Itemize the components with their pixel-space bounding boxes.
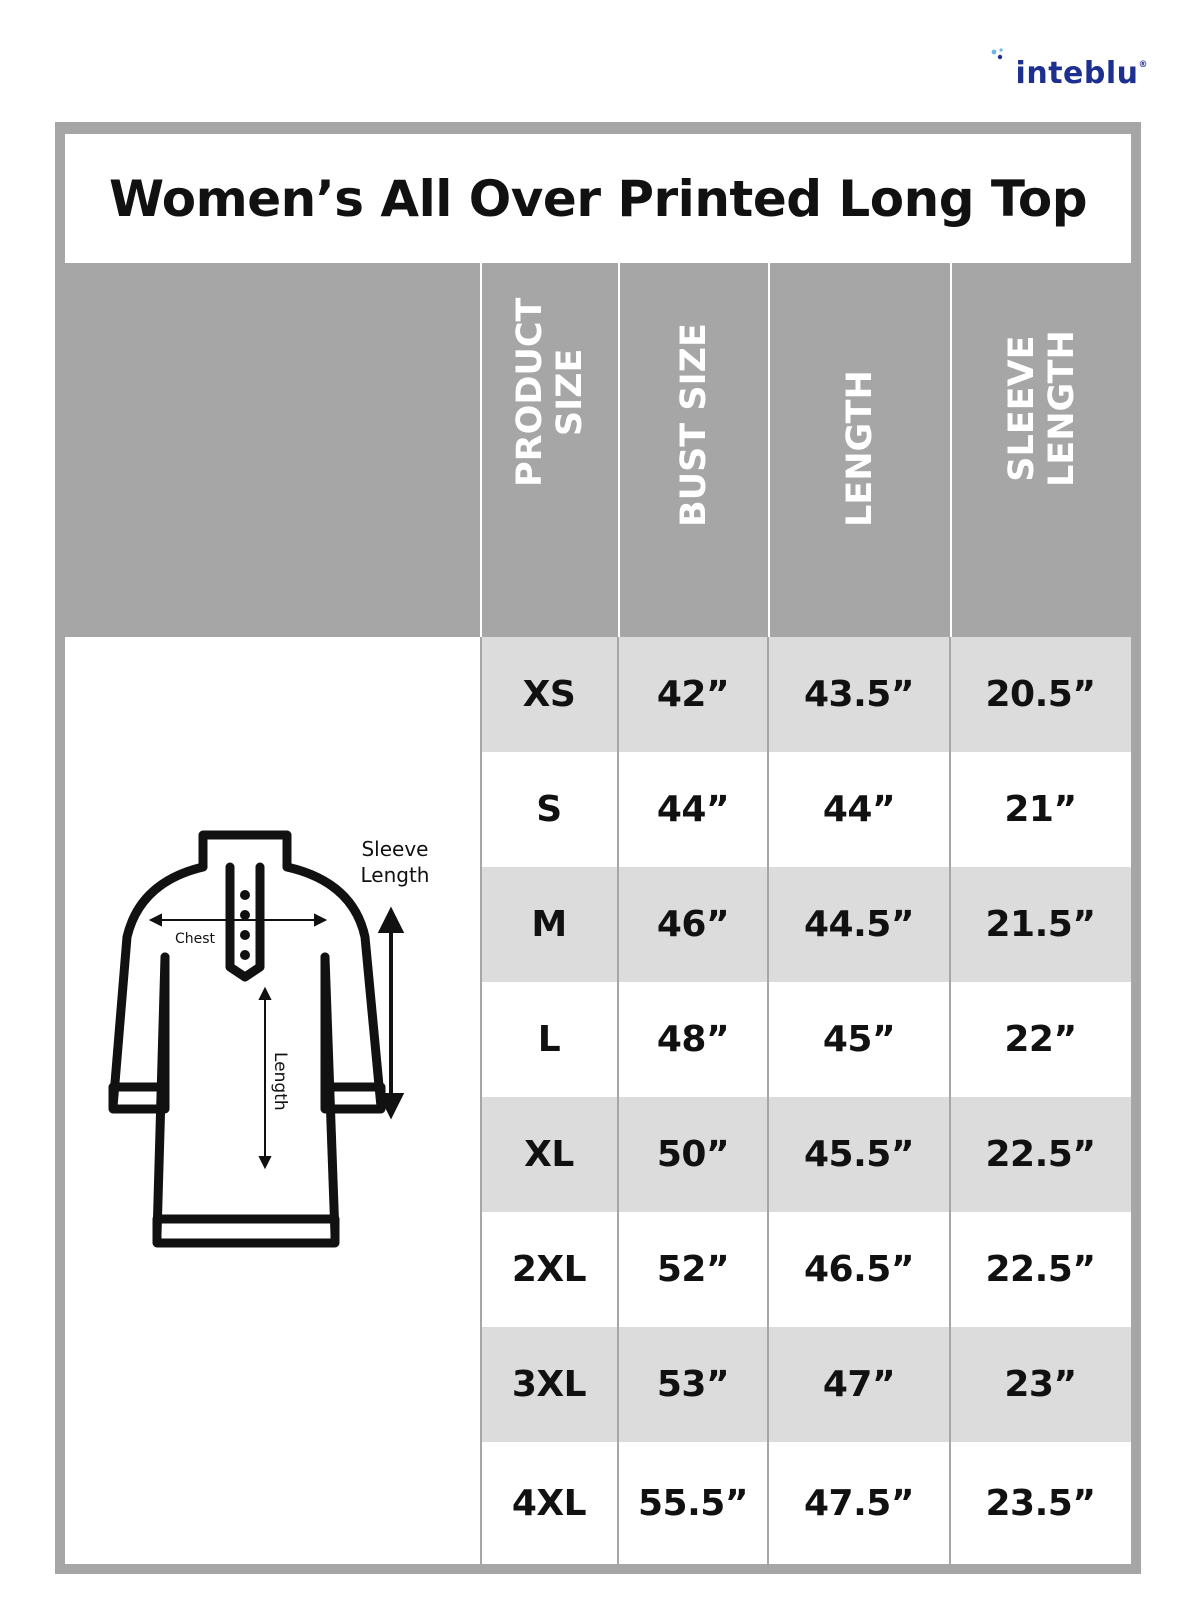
bust-cell: 42” (656, 674, 730, 715)
header-bust-size (618, 263, 768, 637)
length-cell: 43.5” (804, 674, 914, 715)
table-row (480, 1097, 1131, 1212)
sleeve-label-line1: Sleeve (361, 837, 429, 861)
size-cell: 2XL (511, 1249, 587, 1290)
bust-cell: 46” (656, 904, 730, 945)
size-chart-frame (55, 122, 1141, 1574)
length-cell: 47” (822, 1364, 896, 1405)
sleeve-cell: 23” (1004, 1364, 1077, 1405)
size-cell: XS (522, 674, 576, 715)
bust-cell: 53” (656, 1364, 730, 1405)
bust-cell: 44” (656, 789, 730, 830)
table-row (480, 637, 1131, 752)
column-divider (949, 637, 951, 1564)
column-divider (480, 637, 482, 1564)
size-table (480, 637, 1131, 1564)
chart-title: Women’s All Over Printed Long Top (108, 169, 1088, 228)
size-cell: XL (524, 1134, 574, 1175)
length-cell: 46.5” (804, 1249, 914, 1290)
sleeve-cell: 21.5” (985, 904, 1096, 945)
sleeve-cell: 22” (1004, 1019, 1077, 1060)
chest-label: Chest (175, 931, 216, 947)
bust-cell: 48” (656, 1019, 730, 1060)
sleeve-cell: 21” (1004, 789, 1077, 830)
length-cell: 45.5” (804, 1134, 914, 1175)
column-divider (767, 637, 769, 1564)
header-row (65, 263, 1131, 637)
bust-cell: 50” (656, 1134, 730, 1175)
header-length (768, 263, 950, 637)
sleeve-cell: 23.5” (985, 1482, 1096, 1524)
header-sleeve-length (950, 263, 1131, 637)
size-cell: L (537, 1019, 561, 1060)
size-cell: 4XL (511, 1482, 587, 1524)
size-cell: M (531, 904, 567, 945)
garment-diagram (65, 637, 480, 1564)
table-row (480, 982, 1131, 1097)
bust-cell: 52” (656, 1249, 730, 1290)
sleeve-cell: 22.5” (985, 1134, 1096, 1175)
table-row (480, 1327, 1131, 1442)
table-row (480, 867, 1131, 982)
length-cell: 47.5” (804, 1482, 914, 1524)
size-cell: 3XL (511, 1364, 587, 1405)
header-product-size (480, 263, 618, 637)
brand-logo (988, 46, 1148, 98)
header-sleeve-length-label: SLEEVE LENGTH (1001, 329, 1082, 487)
table-row (480, 1442, 1131, 1564)
header-length-label: LENGTH (839, 369, 880, 527)
length-cell: 45” (822, 1019, 896, 1060)
column-divider (617, 637, 619, 1564)
sleeve-cell: 22.5” (985, 1249, 1096, 1290)
table-row (480, 752, 1131, 867)
length-label: Length (270, 1052, 290, 1111)
length-cell: 44” (822, 789, 896, 830)
bust-cell: 55.5” (638, 1482, 748, 1524)
size-cell: S (536, 789, 562, 830)
brand-wordmark: inteblu® (1015, 56, 1148, 91)
table-row (480, 1212, 1131, 1327)
kurta-garment-icon (65, 637, 480, 1564)
length-cell: 44.5” (804, 904, 914, 945)
sleeve-cell: 20.5” (985, 674, 1096, 715)
header-product-size-label: PRODUCT SIZE (509, 297, 590, 487)
header-bust-size-label: BUST SIZE (673, 322, 714, 527)
title-box (65, 134, 1131, 263)
sleeve-label-line2: Length (360, 863, 430, 887)
